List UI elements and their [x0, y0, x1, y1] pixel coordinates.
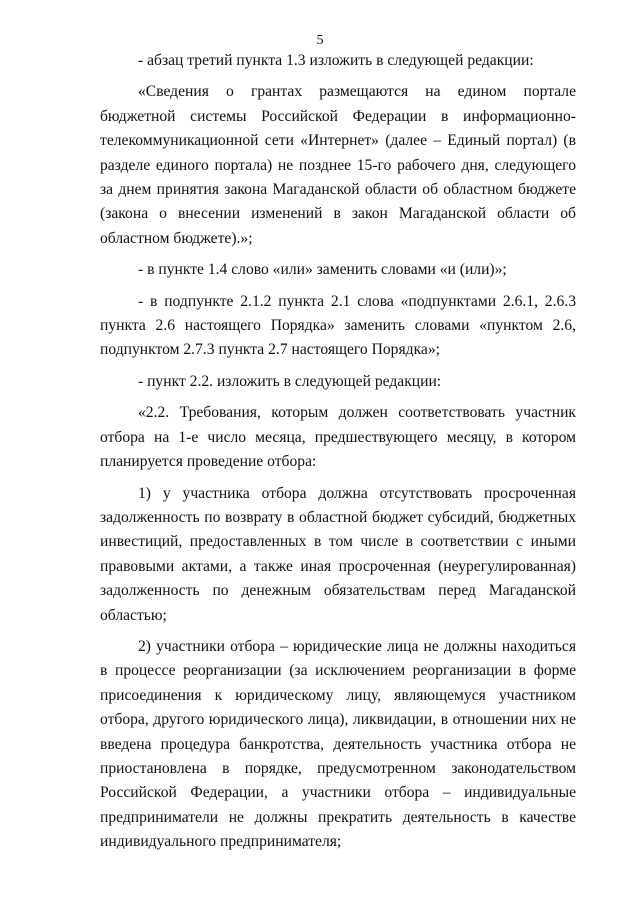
paragraph-requirement-2: 2) участники отбора – юридические лица не должны находиться в процессе реорганизации (за исключением реорганизации в форме присоединения к юридическому лицу, являющемуся участником отбора, другого юридического лица), ликвидации, в отношении них не введена процедура банкротства, деятельность участника отбора не приостановлена в порядке, предусмотренном законодательством Российской Федерации, а участники отбора – индивидуальные предприниматели не должны прекратить деятельность в качестве индивидуального предпринимателя; — [100, 637, 576, 851]
page-number: 5 — [316, 33, 324, 48]
paragraph-amend-1-3: - абзац третий пункта 1.3 изложить в следующей редакции: — [138, 52, 534, 69]
paragraph-grants-info: «Сведения о грантах размещаются на едином портале бюджетной системы Российской Федерации в информационно-телекоммуникационной сети «Интернет» (далее – Единый портал) (в разделе единого портала) не позднее 15-го рабочего дня, следующего за днем принятия закона Магаданской области об областном бюджете (закона о внесении изменений в закон Магаданской области об областном бюджете).»; — [100, 83, 576, 247]
paragraph-amend-2-2: - пункт 2.2. изложить в следующей редакции: — [138, 372, 442, 390]
paragraph-amend-1-4: - в пункте 1.4 слово «или» заменить словами «и (или)»; — [138, 261, 507, 279]
document-body — [100, 49, 576, 855]
paragraph-requirement-1: 1) у участника отбора должна отсутствовать просроченная задолженность по возврату в областной бюджет субсидий, бюджетных инвестиций, предоставленных в том числе в соответствии с иными правовыми актами, а также иная просроченная (неурегулированная) задолженность по денежным обязательствам перед Магаданской областью; — [100, 484, 576, 624]
paragraph-amend-2-1-2: - в подпункте 2.1.2 пункта 2.1 слова «подпунктами 2.6.1, 2.6.3 пункта 2.6 настоящего Порядка» заменить словами «пунктом 2.6, подпунктом 2.7.3 пункта 2.7 настоящего Порядка»; — [100, 292, 576, 359]
paragraph-requirements-2-2: «2.2. Требования, которым должен соответствовать участник отбора на 1-е число месяца, предшествующего месяцу, в котором планируется проведение отбора: — [100, 404, 576, 471]
